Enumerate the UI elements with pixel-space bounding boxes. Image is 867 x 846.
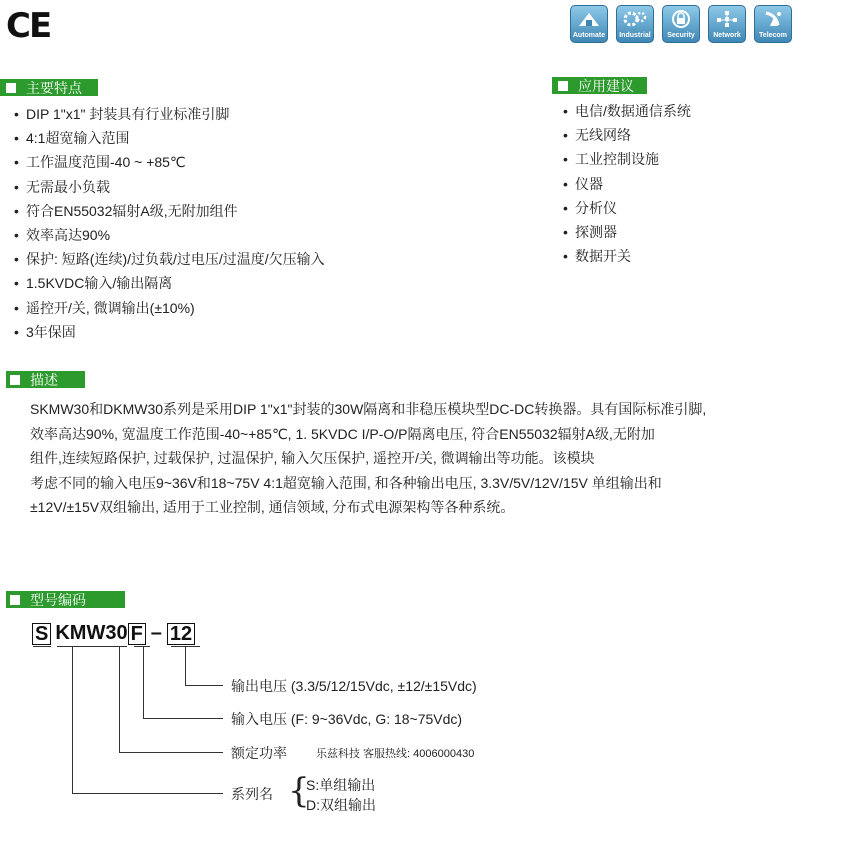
list-item: • 1.5KVDC输入/输出隔离 (14, 275, 173, 292)
list-item: • 4:1超宽输入范围 (14, 130, 130, 147)
description-title: 描述 (30, 371, 58, 388)
model-part-voltage: 12 (167, 623, 195, 645)
description-line: 考虑不同的输入电压9~36V和18~75V 4:1超宽输入范围, 和各种输出电压, 3.3V/5V/12V/15V 单组输出和 (30, 474, 662, 491)
input-voltage-note: 输入电压 (F: 9~36Vdc, G: 18~75Vdc) (231, 711, 463, 727)
connector-output (185, 646, 186, 685)
automate-label: Automate (572, 32, 606, 39)
model-part-f: F (128, 623, 146, 645)
connector-input (143, 646, 144, 718)
applications-header (552, 77, 647, 94)
connector-input-h (143, 718, 223, 719)
list-item: • DIP 1"x1" 封装具有行业标准引脚 (14, 106, 230, 122)
single-output-note: S:单组输出 (306, 777, 376, 793)
applications-list (563, 99, 691, 268)
description-body (30, 397, 860, 520)
dual-output-note: D:双组输出 (306, 797, 376, 813)
description-line: 效率高达90%, 宽温度工作范围-40~+85℃, 1. 5KVDC I/P-O/P隔离电压, 符合EN55032辐射A级,无附加 (30, 425, 655, 442)
description-header (6, 371, 85, 388)
list-item: • 效率高达90% (14, 227, 111, 244)
description-line: ±12V/±15V双组输出, 适用于工业控制, 通信领域, 分布式电源架构等各种系统。 (30, 499, 515, 516)
description-line: SKMW30和DKMW30系列是采用DIP 1"x1"封装的30W隔离和非稳压模块型DC-DC转换器。具有国际标准引脚, (30, 401, 707, 417)
model-code-title: 型号编码 (30, 591, 86, 608)
model-number (32, 622, 195, 645)
connector-power-h (119, 752, 223, 753)
hotline-text: 乐兹科技 客服热线: 4006000430 (316, 748, 475, 760)
model-part-dash: – (150, 622, 162, 644)
security-icon (662, 5, 700, 43)
list-item: • 无线网络 (563, 127, 631, 144)
list-item: • 保护: 短路(连续)/过负载/过电压/过温度/欠压输入 (14, 251, 325, 268)
description-line: 组件,连续短路保护, 过载保护, 过温保护, 输入欠压保护, 遥控开/关, 微调输出等功能。该模块 (30, 450, 595, 467)
model-part-s: S (32, 623, 51, 645)
industrial-label: Industrial (619, 32, 651, 39)
features-title: 主要特点 (26, 79, 82, 96)
model-code-header (6, 591, 125, 608)
features-list (14, 102, 325, 344)
list-item: • 遥控开/关, 微调输出(±10%) (14, 299, 195, 316)
network-icon (708, 5, 746, 43)
list-item: • 探测器 (563, 224, 617, 241)
security-label: Security (667, 32, 695, 39)
connector-series-h (72, 793, 223, 794)
list-item: • 工业控制设施 (563, 151, 659, 168)
list-item: • 电信/数据通信系统 (563, 103, 691, 119)
list-item: • 3年保固 (14, 323, 76, 340)
list-item: • 分析仪 (563, 199, 617, 216)
list-item: • 仪器 (563, 175, 603, 192)
list-item: • 符合EN55032辐射A级,无附加组件 (14, 202, 238, 219)
header-square-icon (6, 83, 16, 93)
underline-s (33, 646, 51, 647)
underline-kmw30 (57, 646, 127, 647)
list-item: • 无需最小负载 (14, 178, 110, 195)
network-label: Network (713, 32, 741, 39)
automate-icon (570, 5, 608, 43)
list-item: • 工作温度范围-40 ~ +85℃ (14, 154, 186, 171)
header-square-icon (558, 81, 568, 91)
industrial-icon (616, 5, 654, 43)
connector-output-h (185, 685, 223, 686)
features-header (0, 79, 98, 96)
application-icons (570, 5, 792, 43)
output-voltage-note: 输出电压 (3.3/5/12/15Vdc, ±12/±15Vdc) (231, 678, 477, 694)
series-name-note: 系列名 (231, 786, 273, 802)
list-item: • 数据开关 (563, 248, 631, 265)
telecom-icon (754, 5, 792, 43)
ce-mark: CE (6, 6, 51, 46)
telecom-label: Telecom (759, 32, 787, 39)
applications-title: 应用建议 (578, 77, 634, 94)
rated-power-note: 额定功率 (231, 745, 287, 761)
brace-icon: { (288, 771, 310, 811)
header-square-icon (10, 595, 20, 605)
connector-series (72, 646, 73, 793)
model-part-kmw30: KMW30 (55, 622, 128, 644)
header-square-icon (10, 375, 20, 385)
underline-f (134, 646, 150, 647)
connector-power (119, 646, 120, 752)
